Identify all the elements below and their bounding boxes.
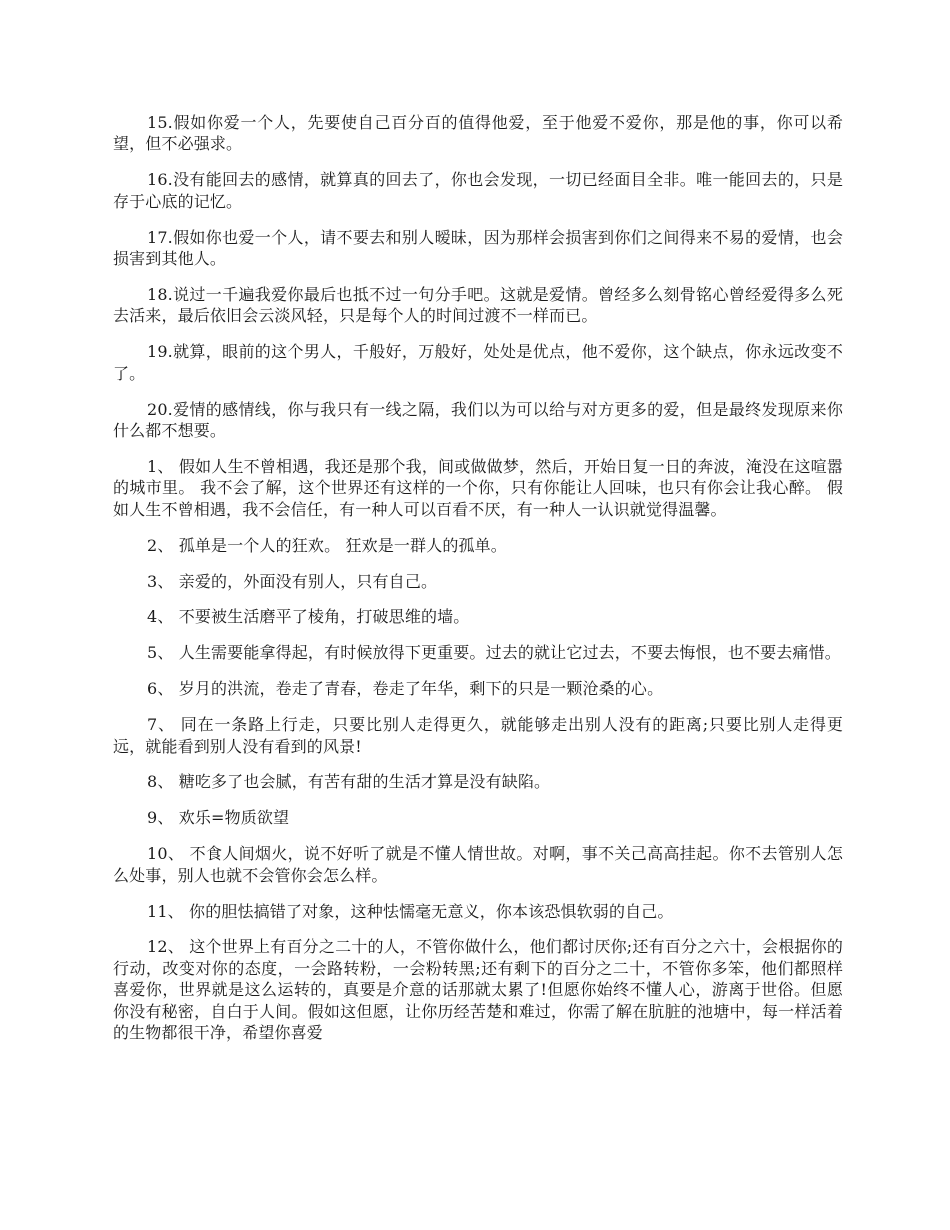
- paragraph-8: 8、 糖吃多了也会腻，有苦有甜的生活才算是没有缺陷。: [147, 772, 551, 792]
- paragraph-7: 7、 同在一条路上行走，只要比别人走得更久，就能够走出别人没有的距离;只要比别人走得更远，就能看到别人没有看到的风景!: [113, 715, 843, 756]
- paragraph-1: 1、 假如人生不曾相遇，我还是那个我，间或做做梦，然后，开始日复一日的奔波，淹没在这喧嚣的城市里。 我不会了解，这个世界还有这样的一个你，只有你能让人回味，也只有你会让我心醉。 假如人生不曾相遇，我不会信任，有一种人可以百看不厌，有一种人一认识就觉得温馨。: [113, 456, 843, 519]
- paragraph-6: 6、 岁月的洪流，卷走了青春，卷走了年华，剩下的只是一颗沧桑的心。: [147, 679, 664, 699]
- paragraph-4: 4、 不要被生活磨平了棱角，打破思维的墙。: [147, 607, 470, 627]
- paragraph-18: 18.说过一千遍我爱你最后也抵不过一句分手吧。这就是爱情。曾经多么刻骨铭心曾经爱得多么死去活来，最后依旧会云淡风轻，只是每个人的时间过渡不一样而已。: [113, 284, 843, 326]
- paragraph-17: 17.假如你也爱一个人，请不要去和别人暧昧，因为那样会损害到你们之间得来不易的爱情，也会损害到其他人。: [113, 227, 843, 269]
- paragraph-10: 10、 不食人间烟火，说不好听了就是不懂人情世故。对啊，事不关己高高挂起。你不去管别人怎么处事，别人也就不会管你会怎么样。: [113, 844, 843, 885]
- paragraph-3: 3、 亲爱的，外面没有别人，只有自己。: [147, 571, 438, 591]
- paragraph-15: 15.假如你爱一个人，先要使自己百分百的值得他爱，至于他爱不爱你，那是他的事，你可以希望，但不必强求。: [113, 113, 843, 154]
- paragraph-9: 9、 欢乐=物质欲望: [147, 808, 290, 828]
- paragraph-20: 20.爱情的感情线，你与我只有一线之隔，我们以为可以给与对方更多的爱，但是最终发现原来你什么都不想要。: [113, 399, 843, 440]
- paragraph-11: 11、 你的胆怯搞错了对象，这种怯懦毫无意义，你本该恐惧软弱的自己。: [147, 901, 674, 921]
- paragraph-16: 16.没有能回去的感情，就算真的回去了，你也会发现，一切已经面目全非。唯一能回去的，只是存于心底的记忆。: [113, 170, 843, 211]
- paragraph-12: 12、 这个世界上有百分之二十的人，不管你做什么，他们都讨厌你;还有百分之六十，会根据你的行动，改变对你的态度，一会路转粉，一会粉转黑;还有剩下的百分之二十，不管你多笨，他们都照样喜爱你，世界就是这么运转的，真要是介意的话那就太累了!但愿你始终不懂人心，游离于世俗。但愿你没有秘密，自白于人间。假如这但愿，让你历经苦楚和难过，你需了解在肮脏的池塘中，每一样活着的生物都很干净，希望你喜爱: [113, 937, 843, 1043]
- paragraph-2: 2、 孤单是一个人的狂欢。 狂欢是一群人的孤单。: [147, 535, 507, 555]
- paragraph-5: 5、 人生需要能拿得起，有时候放得下更重要。过去的就让它过去，不要去悔恨，也不要去痛惜。: [147, 643, 841, 663]
- document-body: [113, 112, 843, 1058]
- paragraph-19: 19.就算，眼前的这个男人，千般好，万般好，处处是优点，他不爱你，这个缺点，你永远改变不了。: [113, 342, 843, 383]
